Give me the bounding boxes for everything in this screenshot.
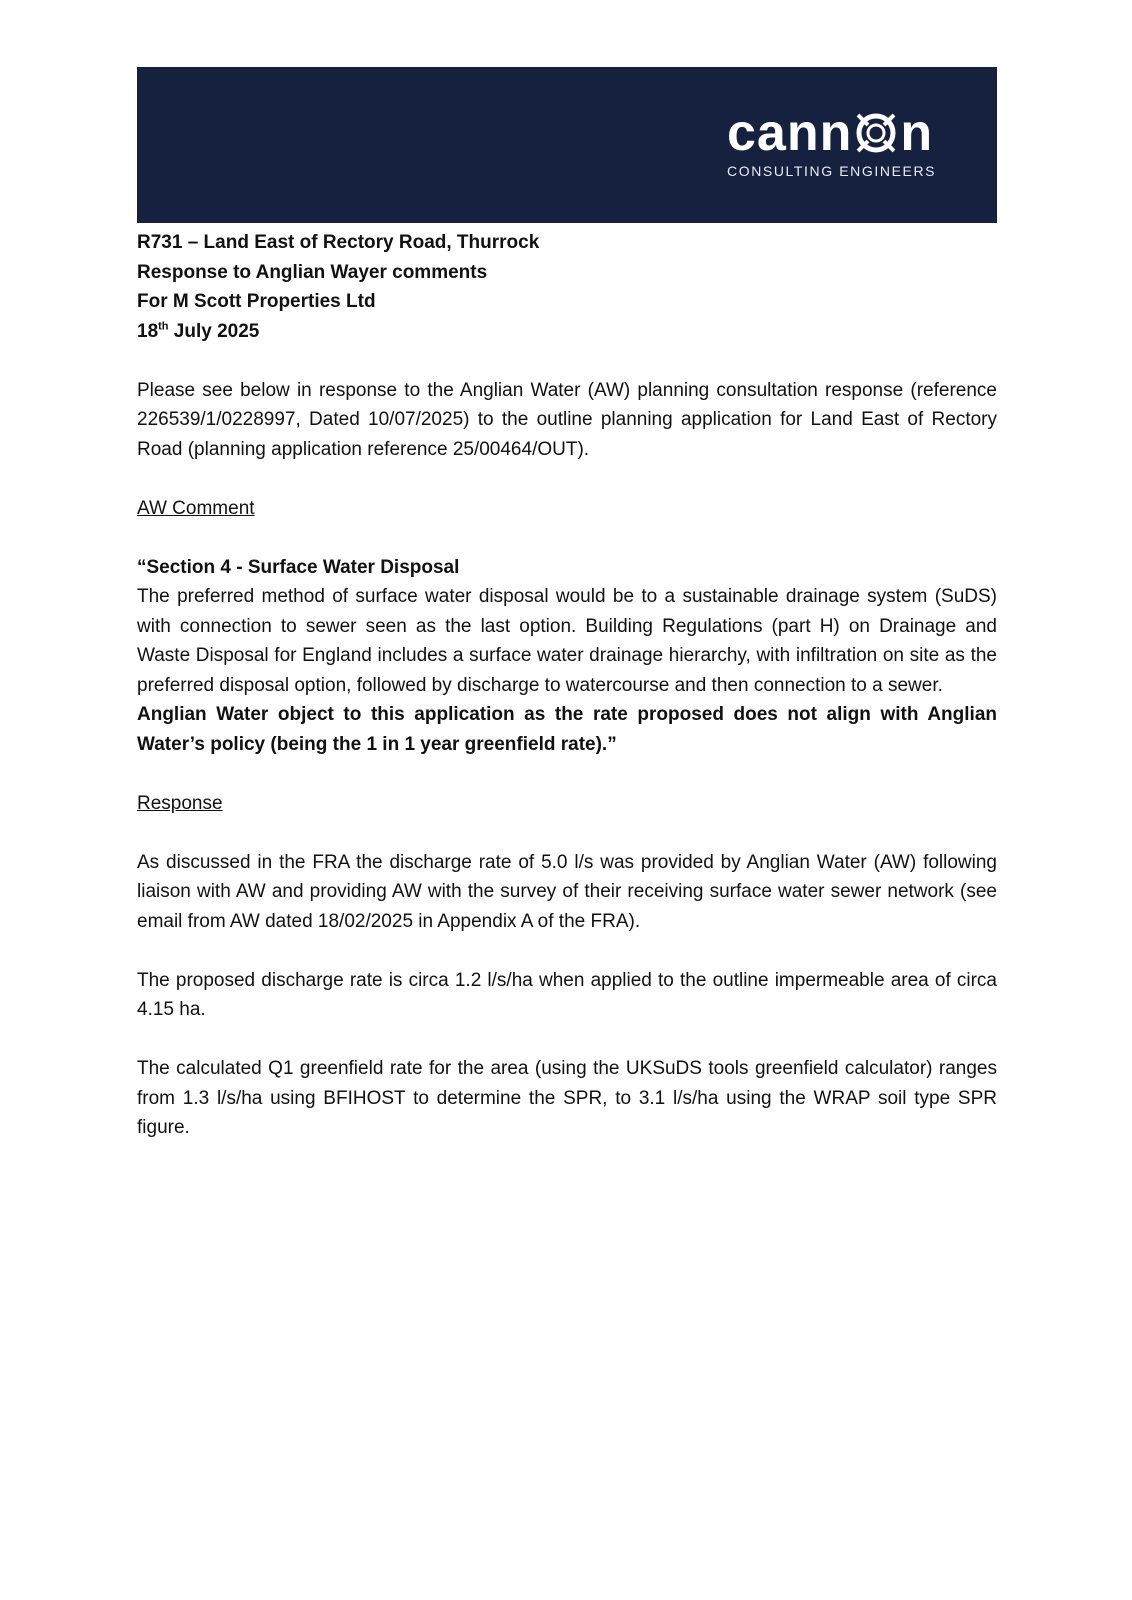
response-paragraph-1: As discussed in the FRA the discharge rate of 5.0 l/s was provided by Anglian Water (AW) following liaison with AW and providing AW with the survey of their receiving surface water sewer network (see email from AW dated 18/02/2025 in Appendix A of the FRA).: [137, 851, 997, 932]
lifebuoy-o-icon: [854, 111, 898, 155]
date-rest: July 2025: [168, 320, 260, 342]
client-line: For M Scott Properties Ltd: [137, 291, 376, 312]
aw-objection: Anglian Water object to this application as the rate proposed does not align with Anglian Water’s policy (being the 1 in 1 year greenfield rate).”: [137, 704, 997, 755]
header-banner: [137, 67, 997, 223]
date-suffix: th: [158, 320, 169, 333]
letter-body: [137, 228, 997, 1143]
logo-text-right: n: [900, 104, 934, 162]
aw-comment-body: The preferred method of surface water disposal would be to a sustainable drainage system (SuDS) with connection to sewer seen as the last option. Building Regulations (part H) on Drainage and Waste Disposal for England includes a surface water drainage hierarchy, with infiltration on site as the preferred disposal option, followed by discharge to watercourse and then connection to a sewer.: [137, 586, 997, 696]
document-subject: Response to Anglian Wayer comments: [137, 261, 488, 283]
logo-tagline: CONSULTING ENGINEERS: [727, 163, 937, 179]
project-title: R731 – Land East of Rectory Road, Thurrock: [137, 232, 540, 253]
aw-comment-heading: AW Comment: [137, 497, 255, 519]
response-heading: Response: [137, 792, 223, 814]
response-paragraph-3: The calculated Q1 greenfield rate for the area (using the UKSuDS tools greenfield calculator) ranges from 1.3 l/s/ha using BFIHOST to determine the SPR, to 3.1 l/s/ha using the WRAP soil type SPR figure.: [137, 1058, 997, 1138]
logo-text-left: cann: [727, 104, 853, 162]
cannon-logo: [727, 104, 967, 179]
document-date: [137, 317, 997, 347]
logo-wordmark: [727, 104, 967, 162]
response-paragraph-2: The proposed discharge rate is circa 1.2 l/s/ha when applied to the outline impermeable area of circa 4.15 ha.: [137, 969, 997, 1020]
date-day: 18: [137, 320, 159, 342]
aw-section-title: “Section 4 - Surface Water Disposal: [137, 556, 460, 578]
intro-paragraph: Please see below in response to the Anglian Water (AW) planning consultation response (reference 226539/1/0228997, Dated 10/07/2025) to the outline planning application for Land East of Rectory Road (planning application reference 25/00464/OUT).: [137, 379, 997, 460]
